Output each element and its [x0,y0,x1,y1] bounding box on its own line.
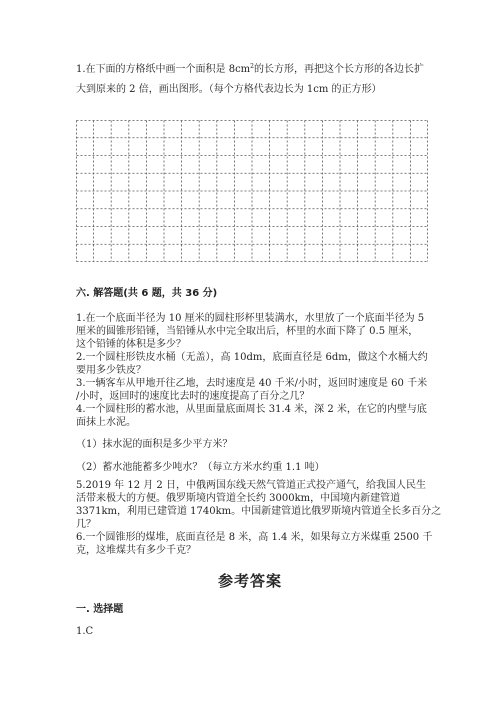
section-6-line: /小时，返回时的速度比去时的速度提高了百分之几？ [76,391,310,402]
section-6-line: 4.一个圆柱形的蓄水池，从里面量底面周长 31.4 米，深 2 米，在它的内壁与底 [76,404,427,415]
section-6-line: （1）抹水泥的面积是多少平方米？ [76,439,233,450]
section-6-line: 这个铅锤的体积是多少？ [76,339,186,350]
section-6-line: 1.在一个底面半径为 10 厘米的圆柱形杯里装满水，水里放了一个底面半径为 5 [76,313,425,324]
section-6-title: 六. 解答题(共 6 题，共 36 分) [76,288,218,299]
section-6-line: 面抹上水泥。 [76,417,136,428]
question-1-line-1: 1.在下面的方格纸中画一个面积是 $8cm^2$的长方形，再把这个长方形的各边长扩 [76,63,424,75]
section-6-line: 2.一个圆柱形铁皮水桶（无盖），高 10dm，底面直径是 6dm，做这个水桶大约 [76,352,428,363]
section-6-line: （2）蓄水池能蓄多少吨水？（每立方米水约重 1.1 吨） [76,462,325,473]
answer-1: 1.C [76,626,94,637]
grid-svg [76,120,428,262]
section-6-line: 几？ [76,519,96,530]
section-6-line: 3371km，利用已建管道 1740km。中国新建管道比俄罗斯境内管道全长多百分之 [76,506,442,517]
answer-section-1-title: 一. 选择题 [76,604,124,615]
question-1-line-2: 大到原来的 2 倍，画出图形。（每个方格代表边长为 1cm 的正方形） [76,84,382,95]
section-6-line: 要用多少铁皮？ [76,365,146,376]
section-6-line: 活带来极大的方便。俄罗斯境内管道全长约 3000km，中国境内新建管道 [76,493,401,504]
section-6-line: 6.一个圆锥形的煤堆，底面直径是 8 米，高 1.4 米，如果每立方米煤重 2500 千 [76,532,433,543]
section-6-line: 克，这堆煤共有多少千克？ [76,545,196,556]
section-6-line: 3.一辆客车从甲地开往乙地，去时速度是 40 千米/小时，返回时速度是 60 千米 [76,378,428,389]
section-6-line: 5.2019 年 12 月 2 日，中俄两国东线天然气管道正式投产通气，给我国人民生 [76,480,426,491]
grid-paper [76,120,428,262]
answer-key-title: 参考答案 [217,572,282,590]
section-6-line: 厘米的圆锥形铅锤，当铅锤从水中完全取出后，杯里的水面下降了 0.5 厘米， [76,326,419,337]
